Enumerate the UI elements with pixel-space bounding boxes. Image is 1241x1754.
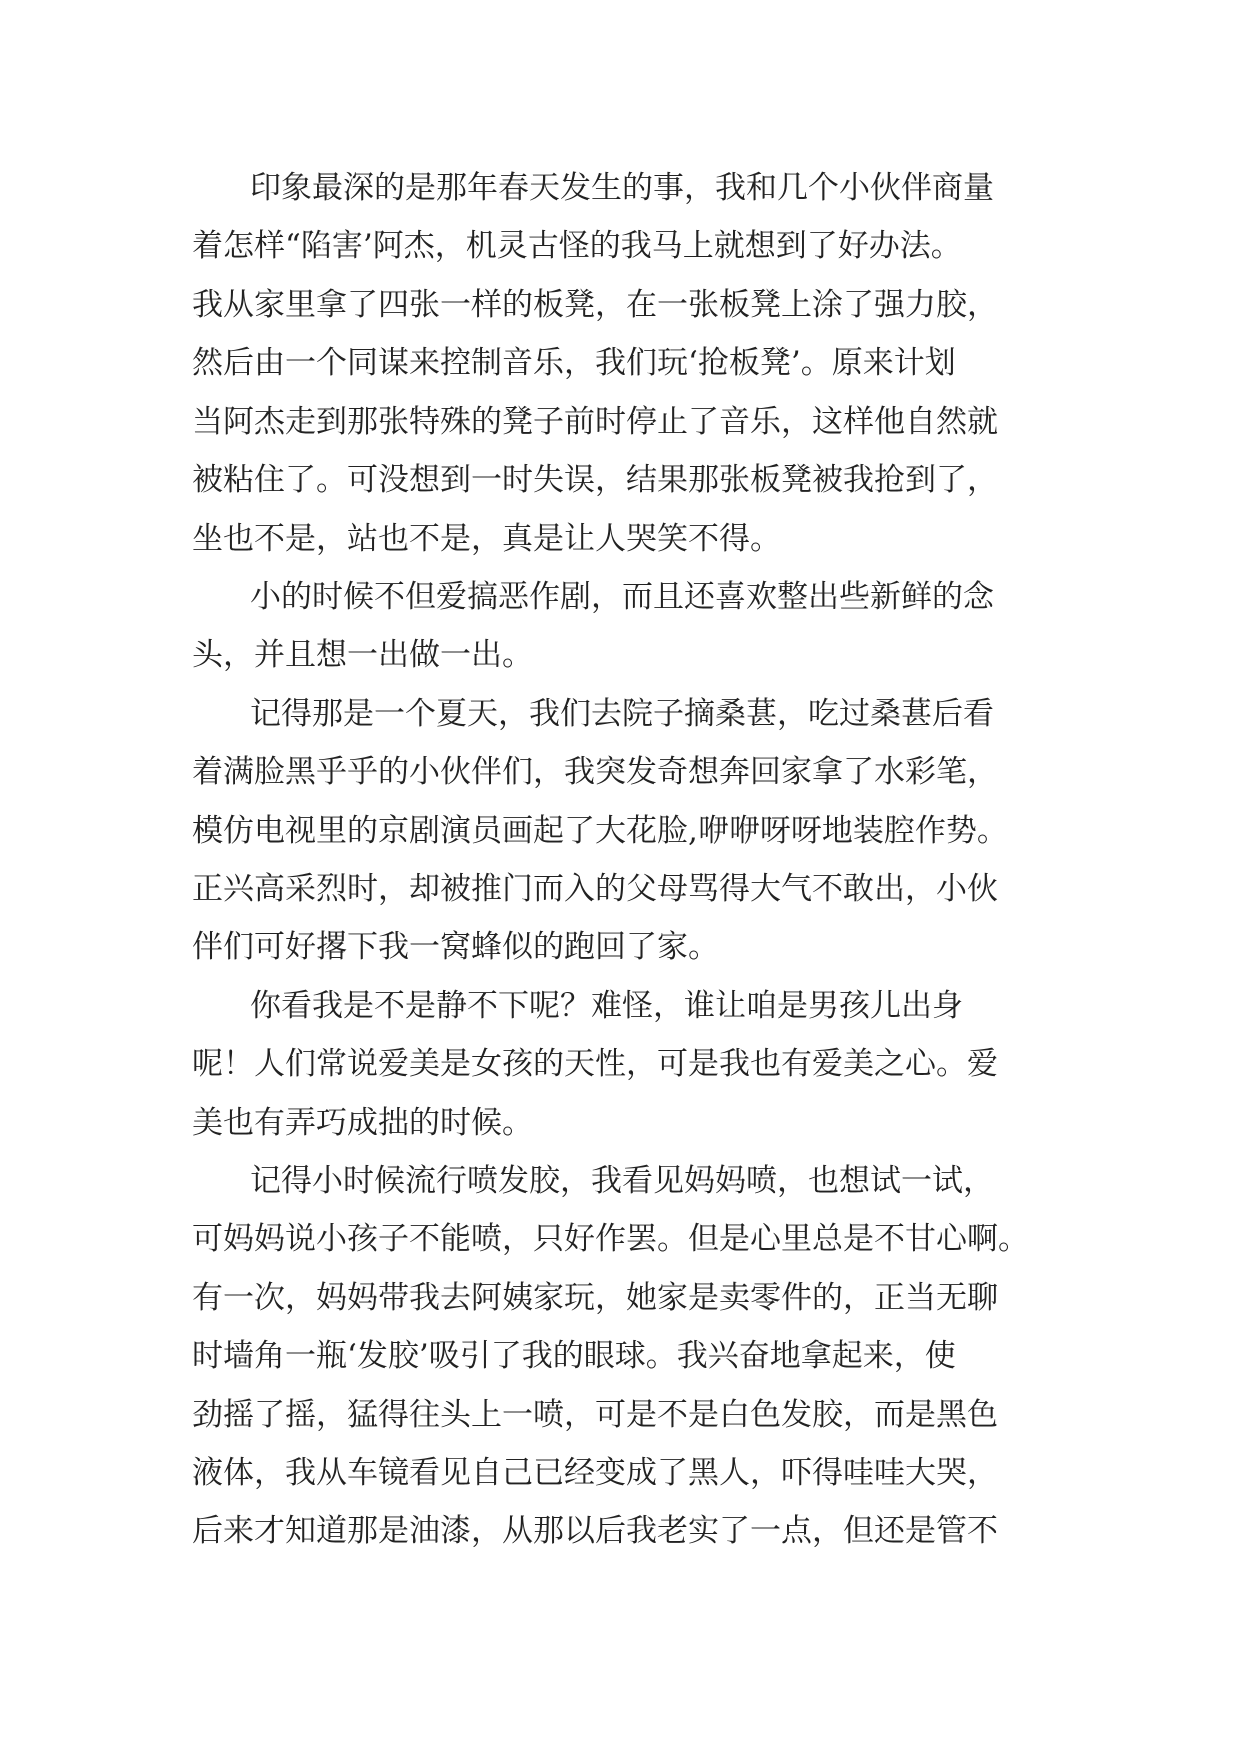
text-line: 头，并且想一出做一出。 <box>192 637 533 673</box>
text-line: 你看我是不是静不下呢？难怪，谁让咱是男孩儿出身 <box>250 988 963 1024</box>
text-line: 液体，我从车镜看见自己已经变成了黑人，吓得哇哇大哭， <box>192 1455 998 1491</box>
text-line: 呢！人们常说爱美是女孩的天性，可是我也有爱美之心。爱 <box>192 1046 998 1082</box>
text-line: 美也有弄巧成拙的时候。 <box>192 1105 533 1141</box>
text-line: 被粘住了。可没想到一时失误，结果那张板凳被我抢到了， <box>192 462 998 498</box>
text-line: 有一次，妈妈带我去阿姨家玩，她家是卖零件的，正当无聊 <box>192 1280 998 1316</box>
text-line: 记得那是一个夏天，我们去院子摘桑葚，吃过桑葚后看 <box>250 696 994 732</box>
text-line: 记得小时候流行喷发胶，我看见妈妈喷，也想试一试， <box>250 1163 994 1199</box>
text-line: 可妈妈说小孩子不能喷，只好作罢。但是心里总是不甘心啊。 <box>192 1221 1029 1257</box>
text-line: 后来才知道那是油漆，从那以后我老实了一点，但还是管不 <box>192 1513 998 1549</box>
text-line: 当阿杰走到那张特殊的凳子前时停止了音乐，这样他自然就 <box>192 404 998 440</box>
text-line: 伴们可好撂下我一窝蜂似的跑回了家。 <box>192 929 719 965</box>
text-line: 着怎样“陷害’阿杰，机灵古怪的我马上就想到了好办法。 <box>192 228 962 264</box>
text-line: 坐也不是，站也不是，真是让人哭笑不得。 <box>192 521 781 557</box>
text-line: 小的时候不但爱搞恶作剧，而且还喜欢整出些新鲜的念 <box>250 579 994 615</box>
text-line: 着满脸黑乎乎的小伙伴们，我突发奇想奔回家拿了水彩笔， <box>192 754 998 790</box>
text-line: 然后由一个同谋来控制音乐，我们玩‘抢板凳’。原来计划 <box>192 345 956 381</box>
text-line: 印象最深的是那年春天发生的事，我和几个小伙伴商量 <box>250 170 994 206</box>
text-line: 时墙角一瓶‘发胶’吸引了我的眼球。我兴奋地拿起来，使 <box>192 1338 956 1374</box>
text-line: 我从家里拿了四张一样的板凳，在一张板凳上涂了强力胶， <box>192 287 998 323</box>
text-line: 劲摇了摇，猛得往头上一喷，可是不是白色发胶，而是黑色 <box>192 1397 998 1433</box>
text-line: 模仿电视里的京剧演员画起了大花脸,咿咿呀呀地装腔作势。 <box>192 813 1008 849</box>
text-line: 正兴高采烈时，却被推门而入的父母骂得大气不敢出，小伙 <box>192 871 998 907</box>
